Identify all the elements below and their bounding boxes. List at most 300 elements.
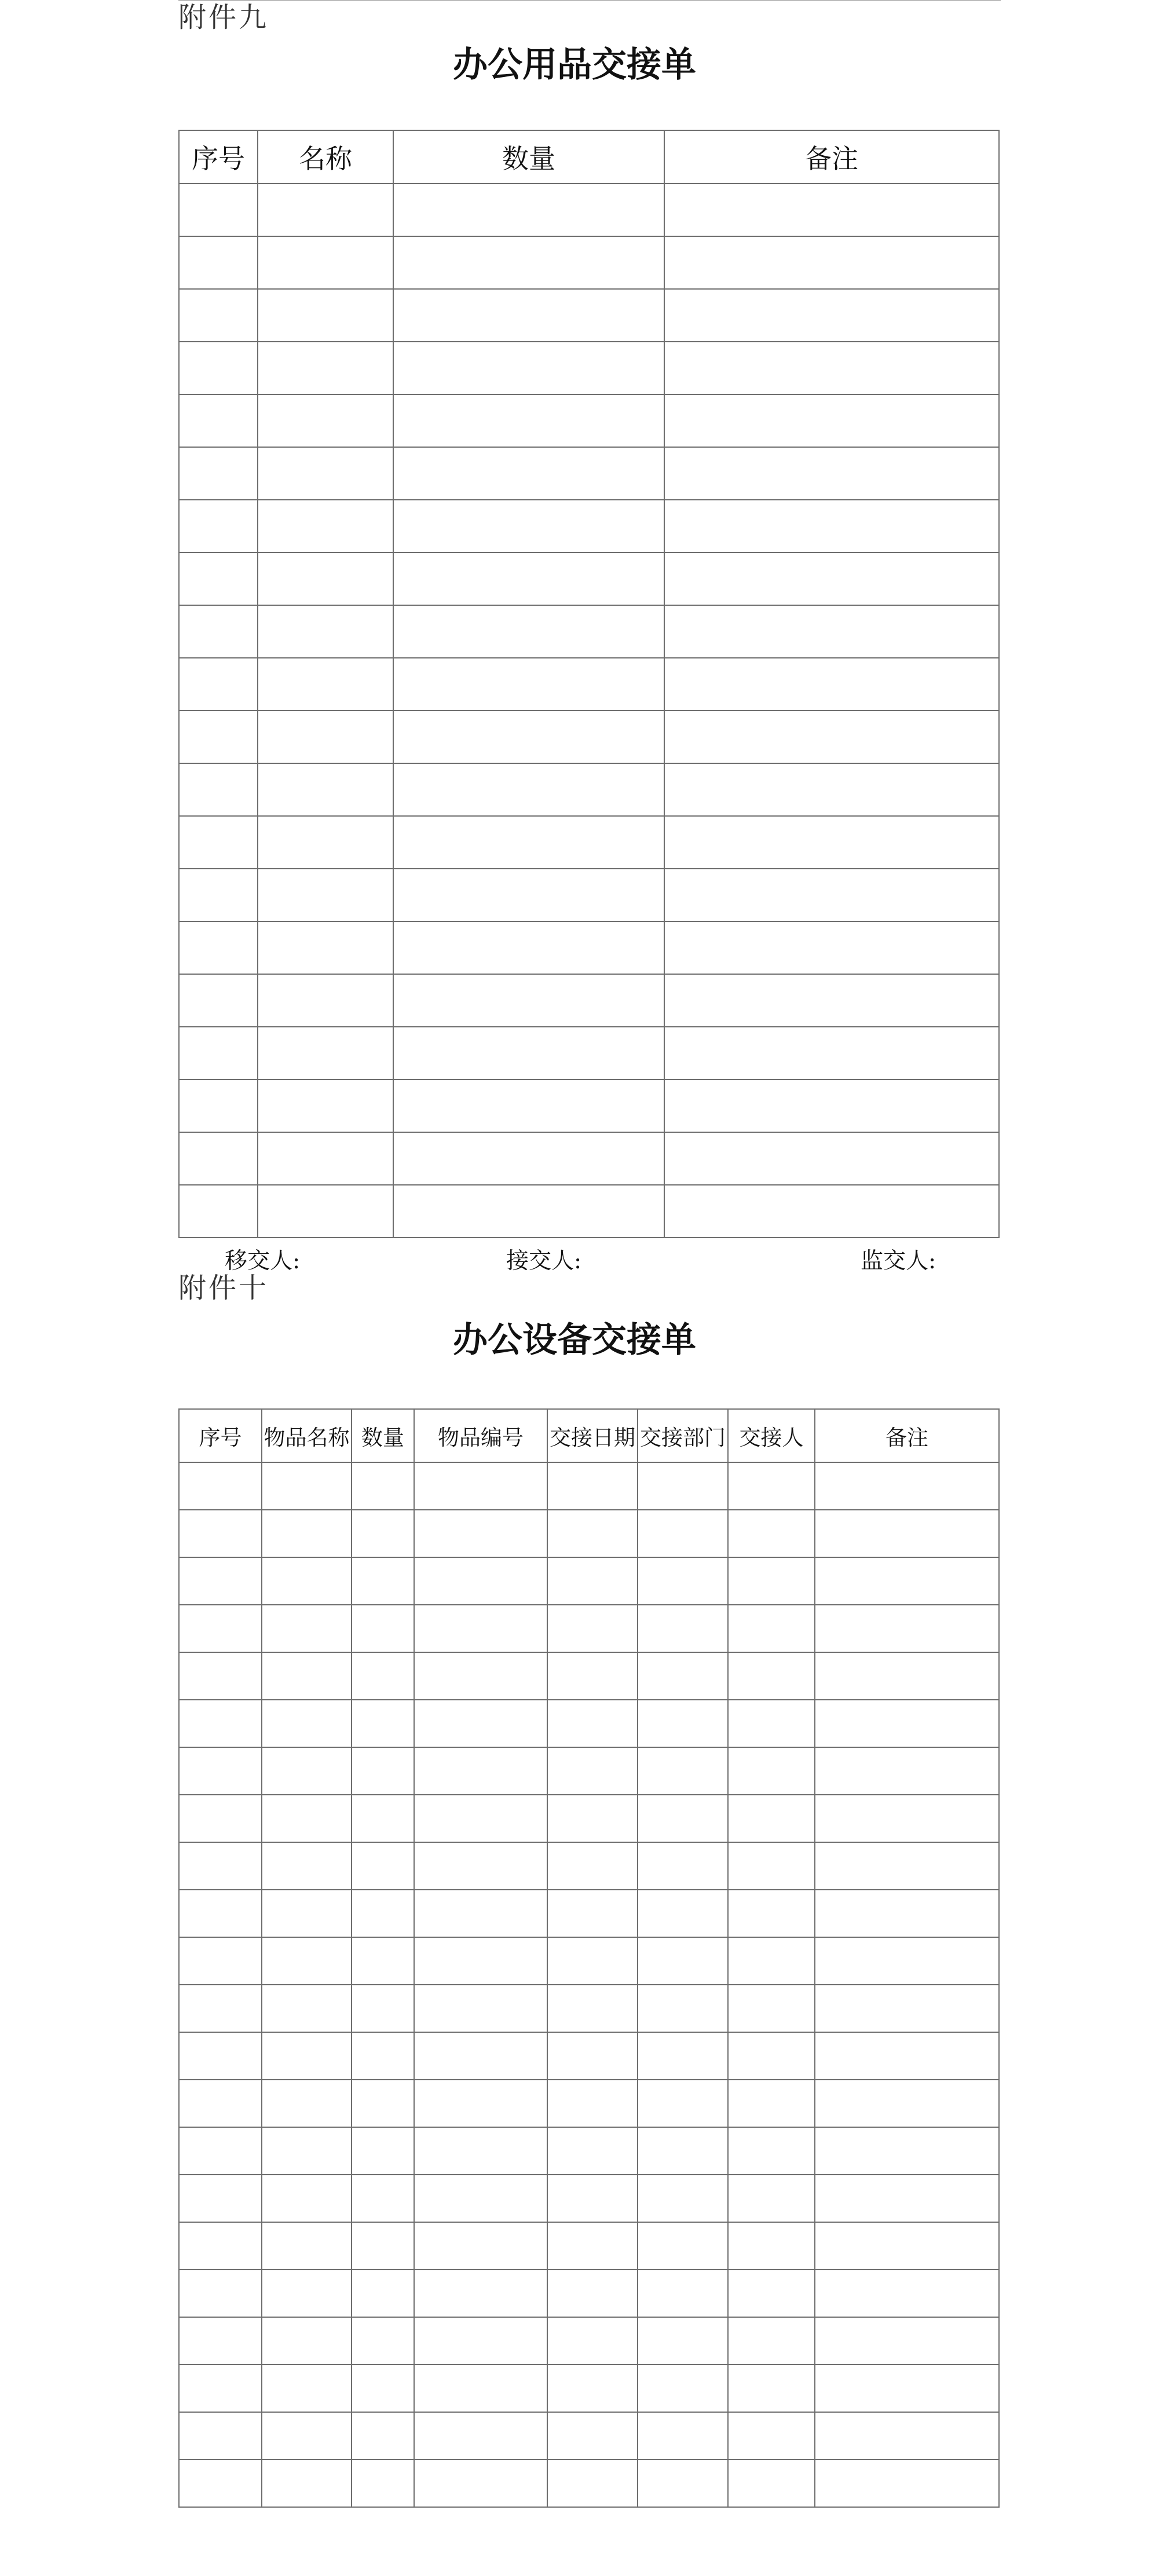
table-cell[interactable] <box>393 816 664 869</box>
table-cell[interactable] <box>638 1557 728 1605</box>
table-cell[interactable] <box>179 2270 262 2317</box>
table-cell[interactable] <box>393 1080 664 1132</box>
table-cell[interactable] <box>815 1890 999 1937</box>
table-cell[interactable] <box>258 184 393 236</box>
table-cell[interactable] <box>179 921 258 974</box>
table-cell[interactable] <box>179 1080 258 1132</box>
table-cell[interactable] <box>352 2032 414 2080</box>
table-cell[interactable] <box>262 2270 352 2317</box>
table-cell[interactable] <box>664 763 999 816</box>
table-cell[interactable] <box>547 2270 638 2317</box>
table-cell[interactable] <box>547 2032 638 2080</box>
table-cell[interactable] <box>179 605 258 658</box>
table-cell[interactable] <box>179 816 258 869</box>
table-row <box>179 552 999 605</box>
column-header-handover-date: 交接日期 <box>547 1409 638 1462</box>
table-cell[interactable] <box>414 2222 547 2270</box>
office-supplies-handover-table <box>178 130 1000 1238</box>
table-row <box>179 921 999 974</box>
table-cell[interactable] <box>547 1890 638 1937</box>
table-cell[interactable] <box>352 1795 414 1842</box>
table-cell[interactable] <box>179 2460 262 2507</box>
table-row <box>179 605 999 658</box>
table-cell[interactable] <box>262 1937 352 1985</box>
table-cell[interactable] <box>547 2317 638 2365</box>
table-row <box>179 2317 999 2365</box>
table-cell[interactable] <box>638 2412 728 2460</box>
table-cell[interactable] <box>414 2175 547 2222</box>
table-cell[interactable] <box>728 1890 815 1937</box>
table-row <box>179 711 999 763</box>
table-cell[interactable] <box>547 2080 638 2127</box>
table-cell[interactable] <box>179 2127 262 2175</box>
office-equipment-handover-table <box>178 1408 1000 2508</box>
table-cell[interactable] <box>815 2080 999 2127</box>
table-row <box>179 1700 999 1747</box>
table-cell[interactable] <box>393 500 664 552</box>
table-row <box>179 2222 999 2270</box>
table-row <box>179 1185 999 1238</box>
table-cell[interactable] <box>393 869 664 921</box>
table-cell[interactable] <box>179 1652 262 1700</box>
table-cell[interactable] <box>262 2412 352 2460</box>
table-cell[interactable] <box>664 658 999 711</box>
table-cell[interactable] <box>258 816 393 869</box>
table-cell[interactable] <box>262 1557 352 1605</box>
table-cell[interactable] <box>547 2222 638 2270</box>
table-cell[interactable] <box>179 763 258 816</box>
table-cell[interactable] <box>179 1700 262 1747</box>
form-title-office-equipment: 办公设备交接单 <box>453 1320 696 1360</box>
table-cell[interactable] <box>547 2127 638 2175</box>
table-row <box>179 763 999 816</box>
table-cell[interactable] <box>414 2270 547 2317</box>
table-cell[interactable] <box>815 1795 999 1842</box>
table-cell[interactable] <box>393 289 664 342</box>
table-cell[interactable] <box>258 605 393 658</box>
table-cell[interactable] <box>815 1747 999 1795</box>
table-cell[interactable] <box>547 1747 638 1795</box>
table-cell[interactable] <box>179 1985 262 2032</box>
table-cell[interactable] <box>815 1510 999 1557</box>
table-cell[interactable] <box>352 1842 414 1890</box>
table-cell[interactable] <box>414 1652 547 1700</box>
table-cell[interactable] <box>258 1132 393 1185</box>
table-row <box>179 236 999 289</box>
table-cell[interactable] <box>258 974 393 1027</box>
table-cell[interactable] <box>393 605 664 658</box>
table-cell[interactable] <box>728 2222 815 2270</box>
table-cell[interactable] <box>352 2080 414 2127</box>
table-cell[interactable] <box>414 1700 547 1747</box>
table-cell[interactable] <box>258 763 393 816</box>
table-cell[interactable] <box>728 1510 815 1557</box>
table-cell[interactable] <box>352 2222 414 2270</box>
table-cell[interactable] <box>638 2127 728 2175</box>
table-cell[interactable] <box>393 1027 664 1080</box>
table-cell[interactable] <box>414 1985 547 2032</box>
column-header-item-name: 物品名称 <box>262 1409 352 1462</box>
table-cell[interactable] <box>262 2032 352 2080</box>
table-cell[interactable] <box>664 1027 999 1080</box>
table-cell[interactable] <box>262 1510 352 1557</box>
table-cell[interactable] <box>352 2412 414 2460</box>
table-cell[interactable] <box>815 2270 999 2317</box>
table-cell[interactable] <box>815 2127 999 2175</box>
table-cell[interactable] <box>179 2080 262 2127</box>
table-cell[interactable] <box>179 1185 258 1238</box>
table-cell[interactable] <box>664 394 999 447</box>
table-cell[interactable] <box>262 1462 352 1510</box>
table-cell[interactable] <box>258 342 393 394</box>
table-row <box>179 2270 999 2317</box>
table-cell[interactable] <box>815 2175 999 2222</box>
table-cell[interactable] <box>728 1605 815 1652</box>
table-cell[interactable] <box>547 1937 638 1985</box>
table-cell[interactable] <box>638 1510 728 1557</box>
table-cell[interactable] <box>262 1652 352 1700</box>
table-cell[interactable] <box>258 658 393 711</box>
table-cell[interactable] <box>262 1795 352 1842</box>
table-cell[interactable] <box>664 552 999 605</box>
table-cell[interactable] <box>179 1747 262 1795</box>
table-cell[interactable] <box>352 1700 414 1747</box>
table-cell[interactable] <box>638 1462 728 1510</box>
table-cell[interactable] <box>664 605 999 658</box>
table-cell[interactable] <box>258 1027 393 1080</box>
table-cell[interactable] <box>414 2317 547 2365</box>
table-cell[interactable] <box>815 2460 999 2507</box>
table-cell[interactable] <box>179 658 258 711</box>
table-cell[interactable] <box>638 1937 728 1985</box>
table-cell[interactable] <box>393 1132 664 1185</box>
handover-person-label: 移交人: <box>225 1248 301 1274</box>
table-cell[interactable] <box>414 1747 547 1795</box>
table-cell[interactable] <box>179 1937 262 1985</box>
table-cell[interactable] <box>352 1747 414 1795</box>
table-cell[interactable] <box>547 1557 638 1605</box>
table-cell[interactable] <box>179 342 258 394</box>
table-cell[interactable] <box>664 816 999 869</box>
table-cell[interactable] <box>547 2412 638 2460</box>
table-cell[interactable] <box>258 236 393 289</box>
table-cell[interactable] <box>664 342 999 394</box>
table-cell[interactable] <box>638 1652 728 1700</box>
table-cell[interactable] <box>664 869 999 921</box>
table-cell[interactable] <box>179 1842 262 1890</box>
table-cell[interactable] <box>352 1652 414 1700</box>
table-cell[interactable] <box>262 1747 352 1795</box>
table-cell[interactable] <box>638 1700 728 1747</box>
table-cell[interactable] <box>393 552 664 605</box>
table-cell[interactable] <box>664 974 999 1027</box>
table-cell[interactable] <box>258 289 393 342</box>
table-cell[interactable] <box>352 2270 414 2317</box>
table-cell[interactable] <box>393 921 664 974</box>
table-cell[interactable] <box>728 1985 815 2032</box>
table-cell[interactable] <box>393 184 664 236</box>
table-cell[interactable] <box>664 184 999 236</box>
table-cell[interactable] <box>262 1985 352 2032</box>
table-cell[interactable] <box>258 500 393 552</box>
table-cell[interactable] <box>179 1462 262 1510</box>
table-cell[interactable] <box>393 763 664 816</box>
table-cell[interactable] <box>262 1605 352 1652</box>
table-cell[interactable] <box>638 2080 728 2127</box>
table-cell[interactable] <box>414 2412 547 2460</box>
table-cell[interactable] <box>352 1605 414 1652</box>
table-cell[interactable] <box>664 1185 999 1238</box>
table-cell[interactable] <box>815 2365 999 2412</box>
table-cell[interactable] <box>815 2317 999 2365</box>
table-cell[interactable] <box>262 1890 352 1937</box>
table-cell[interactable] <box>258 447 393 500</box>
table-cell[interactable] <box>728 1557 815 1605</box>
table-cell[interactable] <box>547 1842 638 1890</box>
table-cell[interactable] <box>179 394 258 447</box>
table-cell[interactable] <box>728 2317 815 2365</box>
table-cell[interactable] <box>638 2175 728 2222</box>
table-cell[interactable] <box>728 2175 815 2222</box>
table-row <box>179 1842 999 1890</box>
table-cell[interactable] <box>258 394 393 447</box>
column-header-quantity: 数量 <box>352 1409 414 1462</box>
table-cell[interactable] <box>262 1842 352 1890</box>
table-cell[interactable] <box>393 974 664 1027</box>
table-row <box>179 184 999 236</box>
table-cell[interactable] <box>352 2127 414 2175</box>
table-cell[interactable] <box>352 2317 414 2365</box>
table-cell[interactable] <box>815 1937 999 1985</box>
table-cell[interactable] <box>393 711 664 763</box>
table-cell[interactable] <box>638 2460 728 2507</box>
table-cell[interactable] <box>262 2460 352 2507</box>
table-cell[interactable] <box>179 2175 262 2222</box>
table-cell[interactable] <box>815 2032 999 2080</box>
table-cell[interactable] <box>179 236 258 289</box>
table-cell[interactable] <box>638 2270 728 2317</box>
table-cell[interactable] <box>179 447 258 500</box>
table-cell[interactable] <box>547 2365 638 2412</box>
table-cell[interactable] <box>179 1890 262 1937</box>
attachment-label-10: 附件十 <box>178 1272 269 1304</box>
table-cell[interactable] <box>352 1462 414 1510</box>
table-cell[interactable] <box>393 342 664 394</box>
table-cell[interactable] <box>393 658 664 711</box>
table-cell[interactable] <box>728 1747 815 1795</box>
column-header-remarks: 备注 <box>664 130 999 184</box>
table-cell[interactable] <box>728 2365 815 2412</box>
table-cell[interactable] <box>352 1985 414 2032</box>
table-cell[interactable] <box>258 869 393 921</box>
table-cell[interactable] <box>414 1842 547 1890</box>
table-cell[interactable] <box>179 289 258 342</box>
table-cell[interactable] <box>728 1652 815 1700</box>
table-cell[interactable] <box>179 2317 262 2365</box>
table-cell[interactable] <box>179 2222 262 2270</box>
table-cell[interactable] <box>728 2127 815 2175</box>
table-cell[interactable] <box>638 1747 728 1795</box>
table-cell[interactable] <box>179 1557 262 1605</box>
table-row <box>179 1795 999 1842</box>
table-cell[interactable] <box>664 921 999 974</box>
table-cell[interactable] <box>815 1652 999 1700</box>
table-cell[interactable] <box>258 711 393 763</box>
table-row <box>179 1747 999 1795</box>
table-row <box>179 974 999 1027</box>
table-cell[interactable] <box>815 1700 999 1747</box>
table-cell[interactable] <box>262 2317 352 2365</box>
table-cell[interactable] <box>179 869 258 921</box>
table-cell[interactable] <box>547 1462 638 1510</box>
table-cell[interactable] <box>547 1985 638 2032</box>
table-row <box>179 1557 999 1605</box>
column-header-quantity: 数量 <box>393 130 664 184</box>
table-cell[interactable] <box>547 1795 638 1842</box>
table-cell[interactable] <box>728 2270 815 2317</box>
table-cell[interactable] <box>547 2460 638 2507</box>
table-cell[interactable] <box>664 289 999 342</box>
table-cell[interactable] <box>547 1510 638 1557</box>
table-cell[interactable] <box>728 1842 815 1890</box>
table-cell[interactable] <box>179 1510 262 1557</box>
table-cell[interactable] <box>638 1890 728 1937</box>
table-cell[interactable] <box>728 2032 815 2080</box>
table-cell[interactable] <box>728 2460 815 2507</box>
table-cell[interactable] <box>414 2127 547 2175</box>
table-cell[interactable] <box>664 500 999 552</box>
table-cell[interactable] <box>179 184 258 236</box>
table-cell[interactable] <box>547 1652 638 1700</box>
table-cell[interactable] <box>728 2080 815 2127</box>
column-header-item-number: 物品编号 <box>414 1409 547 1462</box>
table-cell[interactable] <box>179 2412 262 2460</box>
table-cell[interactable] <box>728 2412 815 2460</box>
table-cell[interactable] <box>414 1937 547 1985</box>
table-cell[interactable] <box>547 2175 638 2222</box>
table-cell[interactable] <box>414 2460 547 2507</box>
table-cell[interactable] <box>262 1700 352 1747</box>
table-cell[interactable] <box>179 1132 258 1185</box>
table-cell[interactable] <box>179 974 258 1027</box>
table-row <box>179 2175 999 2222</box>
table-row <box>179 1510 999 1557</box>
table-row <box>179 2365 999 2412</box>
table-cell[interactable] <box>815 1557 999 1605</box>
table-cell[interactable] <box>547 1700 638 1747</box>
table-cell[interactable] <box>638 1985 728 2032</box>
table-body <box>179 1462 999 2507</box>
table-cell[interactable] <box>352 1890 414 1937</box>
table-cell[interactable] <box>258 921 393 974</box>
table-cell[interactable] <box>638 1605 728 1652</box>
table-cell[interactable] <box>638 2317 728 2365</box>
receiver-person-label: 接交人: <box>506 1248 582 1274</box>
table-row <box>179 2080 999 2127</box>
table-cell[interactable] <box>664 236 999 289</box>
table-cell[interactable] <box>664 447 999 500</box>
table-row <box>179 2412 999 2460</box>
table-cell[interactable] <box>414 1510 547 1557</box>
table-cell[interactable] <box>414 1890 547 1937</box>
table-cell[interactable] <box>258 552 393 605</box>
column-header-handover-department: 交接部门 <box>638 1409 728 1462</box>
table-cell[interactable] <box>414 2032 547 2080</box>
table-cell[interactable] <box>352 1510 414 1557</box>
table-cell[interactable] <box>815 2412 999 2460</box>
table-cell[interactable] <box>728 1937 815 1985</box>
table-cell[interactable] <box>352 1557 414 1605</box>
table-cell[interactable] <box>258 1185 393 1238</box>
table-cell[interactable] <box>638 2365 728 2412</box>
table-cell[interactable] <box>414 1557 547 1605</box>
table-cell[interactable] <box>179 711 258 763</box>
table-cell[interactable] <box>179 1795 262 1842</box>
table-cell[interactable] <box>638 2032 728 2080</box>
table-row <box>179 1132 999 1185</box>
table-row <box>179 2460 999 2507</box>
table-cell[interactable] <box>352 2175 414 2222</box>
table-cell[interactable] <box>352 1937 414 1985</box>
table-cell[interactable] <box>664 711 999 763</box>
table-cell[interactable] <box>262 2222 352 2270</box>
table-cell[interactable] <box>352 2365 414 2412</box>
table-row <box>179 1985 999 2032</box>
table-cell[interactable] <box>179 2032 262 2080</box>
table-cell[interactable] <box>393 236 664 289</box>
table-row <box>179 500 999 552</box>
table-row <box>179 1652 999 1700</box>
column-header-handover-person: 交接人 <box>728 1409 815 1462</box>
table-cell[interactable] <box>262 2175 352 2222</box>
table-row <box>179 658 999 711</box>
table-cell[interactable] <box>414 1795 547 1842</box>
table-cell[interactable] <box>179 1027 258 1080</box>
table-cell[interactable] <box>352 2460 414 2507</box>
table-cell[interactable] <box>638 1842 728 1890</box>
table-cell[interactable] <box>815 1462 999 1510</box>
table-cell[interactable] <box>179 2365 262 2412</box>
table-cell[interactable] <box>393 1185 664 1238</box>
table-cell[interactable] <box>414 1462 547 1510</box>
table-cell[interactable] <box>262 2365 352 2412</box>
table-cell[interactable] <box>262 2127 352 2175</box>
table-cell[interactable] <box>262 2080 352 2127</box>
table-cell[interactable] <box>414 1605 547 1652</box>
table-cell[interactable] <box>638 1795 728 1842</box>
table-cell[interactable] <box>815 1605 999 1652</box>
table-cell[interactable] <box>414 2080 547 2127</box>
table-cell[interactable] <box>728 1462 815 1510</box>
table-cell[interactable] <box>815 2222 999 2270</box>
table-cell[interactable] <box>393 394 664 447</box>
table-cell[interactable] <box>179 500 258 552</box>
table-cell[interactable] <box>414 2365 547 2412</box>
page-top-rule <box>178 0 1001 1</box>
table-cell[interactable] <box>664 1132 999 1185</box>
table-cell[interactable] <box>815 1842 999 1890</box>
table-cell[interactable] <box>547 1605 638 1652</box>
table-cell[interactable] <box>258 1080 393 1132</box>
table-cell[interactable] <box>179 552 258 605</box>
table-cell[interactable] <box>664 1080 999 1132</box>
table-cell[interactable] <box>728 1700 815 1747</box>
table-cell[interactable] <box>393 447 664 500</box>
table-cell[interactable] <box>179 1605 262 1652</box>
table-cell[interactable] <box>638 2222 728 2270</box>
table-cell[interactable] <box>815 1985 999 2032</box>
table-cell[interactable] <box>728 1795 815 1842</box>
